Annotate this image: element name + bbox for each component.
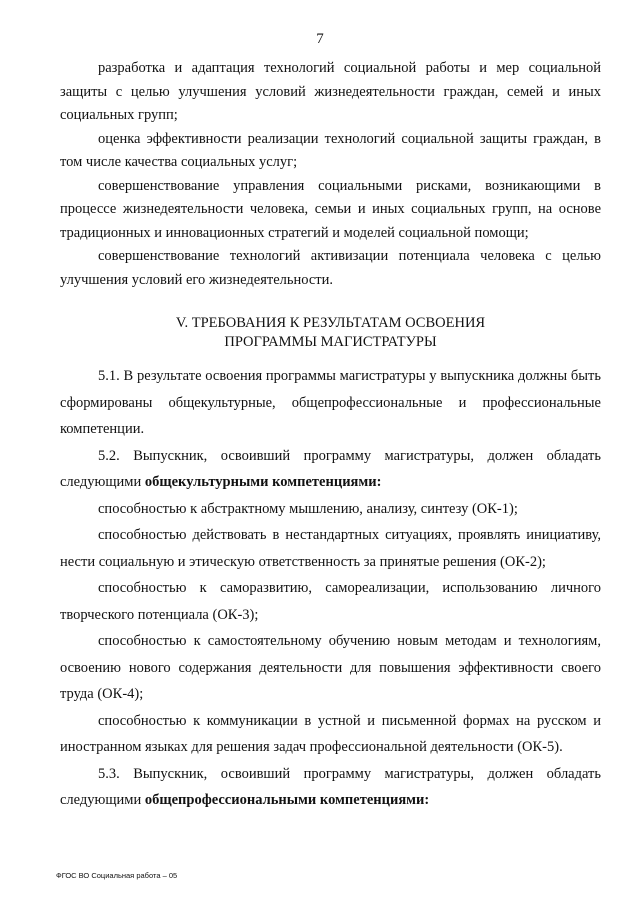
competence-item: способностью к абстрактному мышлению, анализу, синтезу (ОК-1); xyxy=(98,500,518,517)
paragraph-text: 5.3. Выпускник, освоивший программу магистратуры, должен обладать следующими xyxy=(60,765,601,808)
competence-item: способностью к саморазвитию, самореализации, использованию личного творческого потенциала (ОК-3); xyxy=(60,580,601,623)
paragraph-5-3 xyxy=(60,761,601,814)
competence-item: способностью действовать в нестандартных ситуациях, проявлять инициативу, нести социальную и этическую ответственность за принятые решения (ОК-2); xyxy=(60,527,601,570)
paragraph-5-2 xyxy=(60,443,601,496)
bold-term: общепрофессиональными компетенциями: xyxy=(144,792,430,808)
bold-term: общекультурными компетенциями: xyxy=(144,474,382,490)
paragraph-5-1: 5.1. В результате освоения программы магистратуры у выпускника должны быть сформированы общекультурные, общепрофессиональные и профессиональные компетенции. xyxy=(60,368,601,437)
page-number: 7 xyxy=(316,31,324,47)
paragraph: совершенствование технологий активизации потенциала человека с целью улучшения условий его жизнедеятельности. xyxy=(60,248,601,288)
page-footer: ФГОС ВО Социальная работа – 05 xyxy=(56,871,178,880)
paragraph: совершенствование управления социальными рисками, возникающими в процессе жизнедеятельности человека, семьи и иных социальных групп, на основе традиционных и инновационных стратегий и моделей социальной помощи; xyxy=(60,177,601,241)
paragraph: оценка эффективности реализации технологий социальной защиты граждан, в том числе качества социальных услуг; xyxy=(60,130,601,170)
paragraph-text: 5.2. Выпускник, освоивший программу магистратуры, должен обладать следующими xyxy=(60,447,601,490)
section-heading xyxy=(60,314,601,352)
document-body xyxy=(60,57,601,814)
competence-item: способностью к коммуникации в устной и письменной формах на русском и иностранном языках для решения задач профессиональной деятельности (ОК-5). xyxy=(60,712,601,755)
section-heading-line: ПРОГРАММЫ МАГИСТРАТУРЫ xyxy=(224,334,437,350)
paragraph: разработка и адаптация технологий социальной работы и мер социальной защиты с целью улучшения условий жизнедеятельности граждан, семей и иных социальных групп; xyxy=(60,60,601,123)
competence-item: способностью к самостоятельному обучению новым методам и технологиям, освоению нового содержания деятельности для повышения эффективности своего труда (ОК-4); xyxy=(60,633,601,702)
section-heading-line: V. ТРЕБОВАНИЯ К РЕЗУЛЬТАТАМ ОСВОЕНИЯ xyxy=(175,315,486,331)
